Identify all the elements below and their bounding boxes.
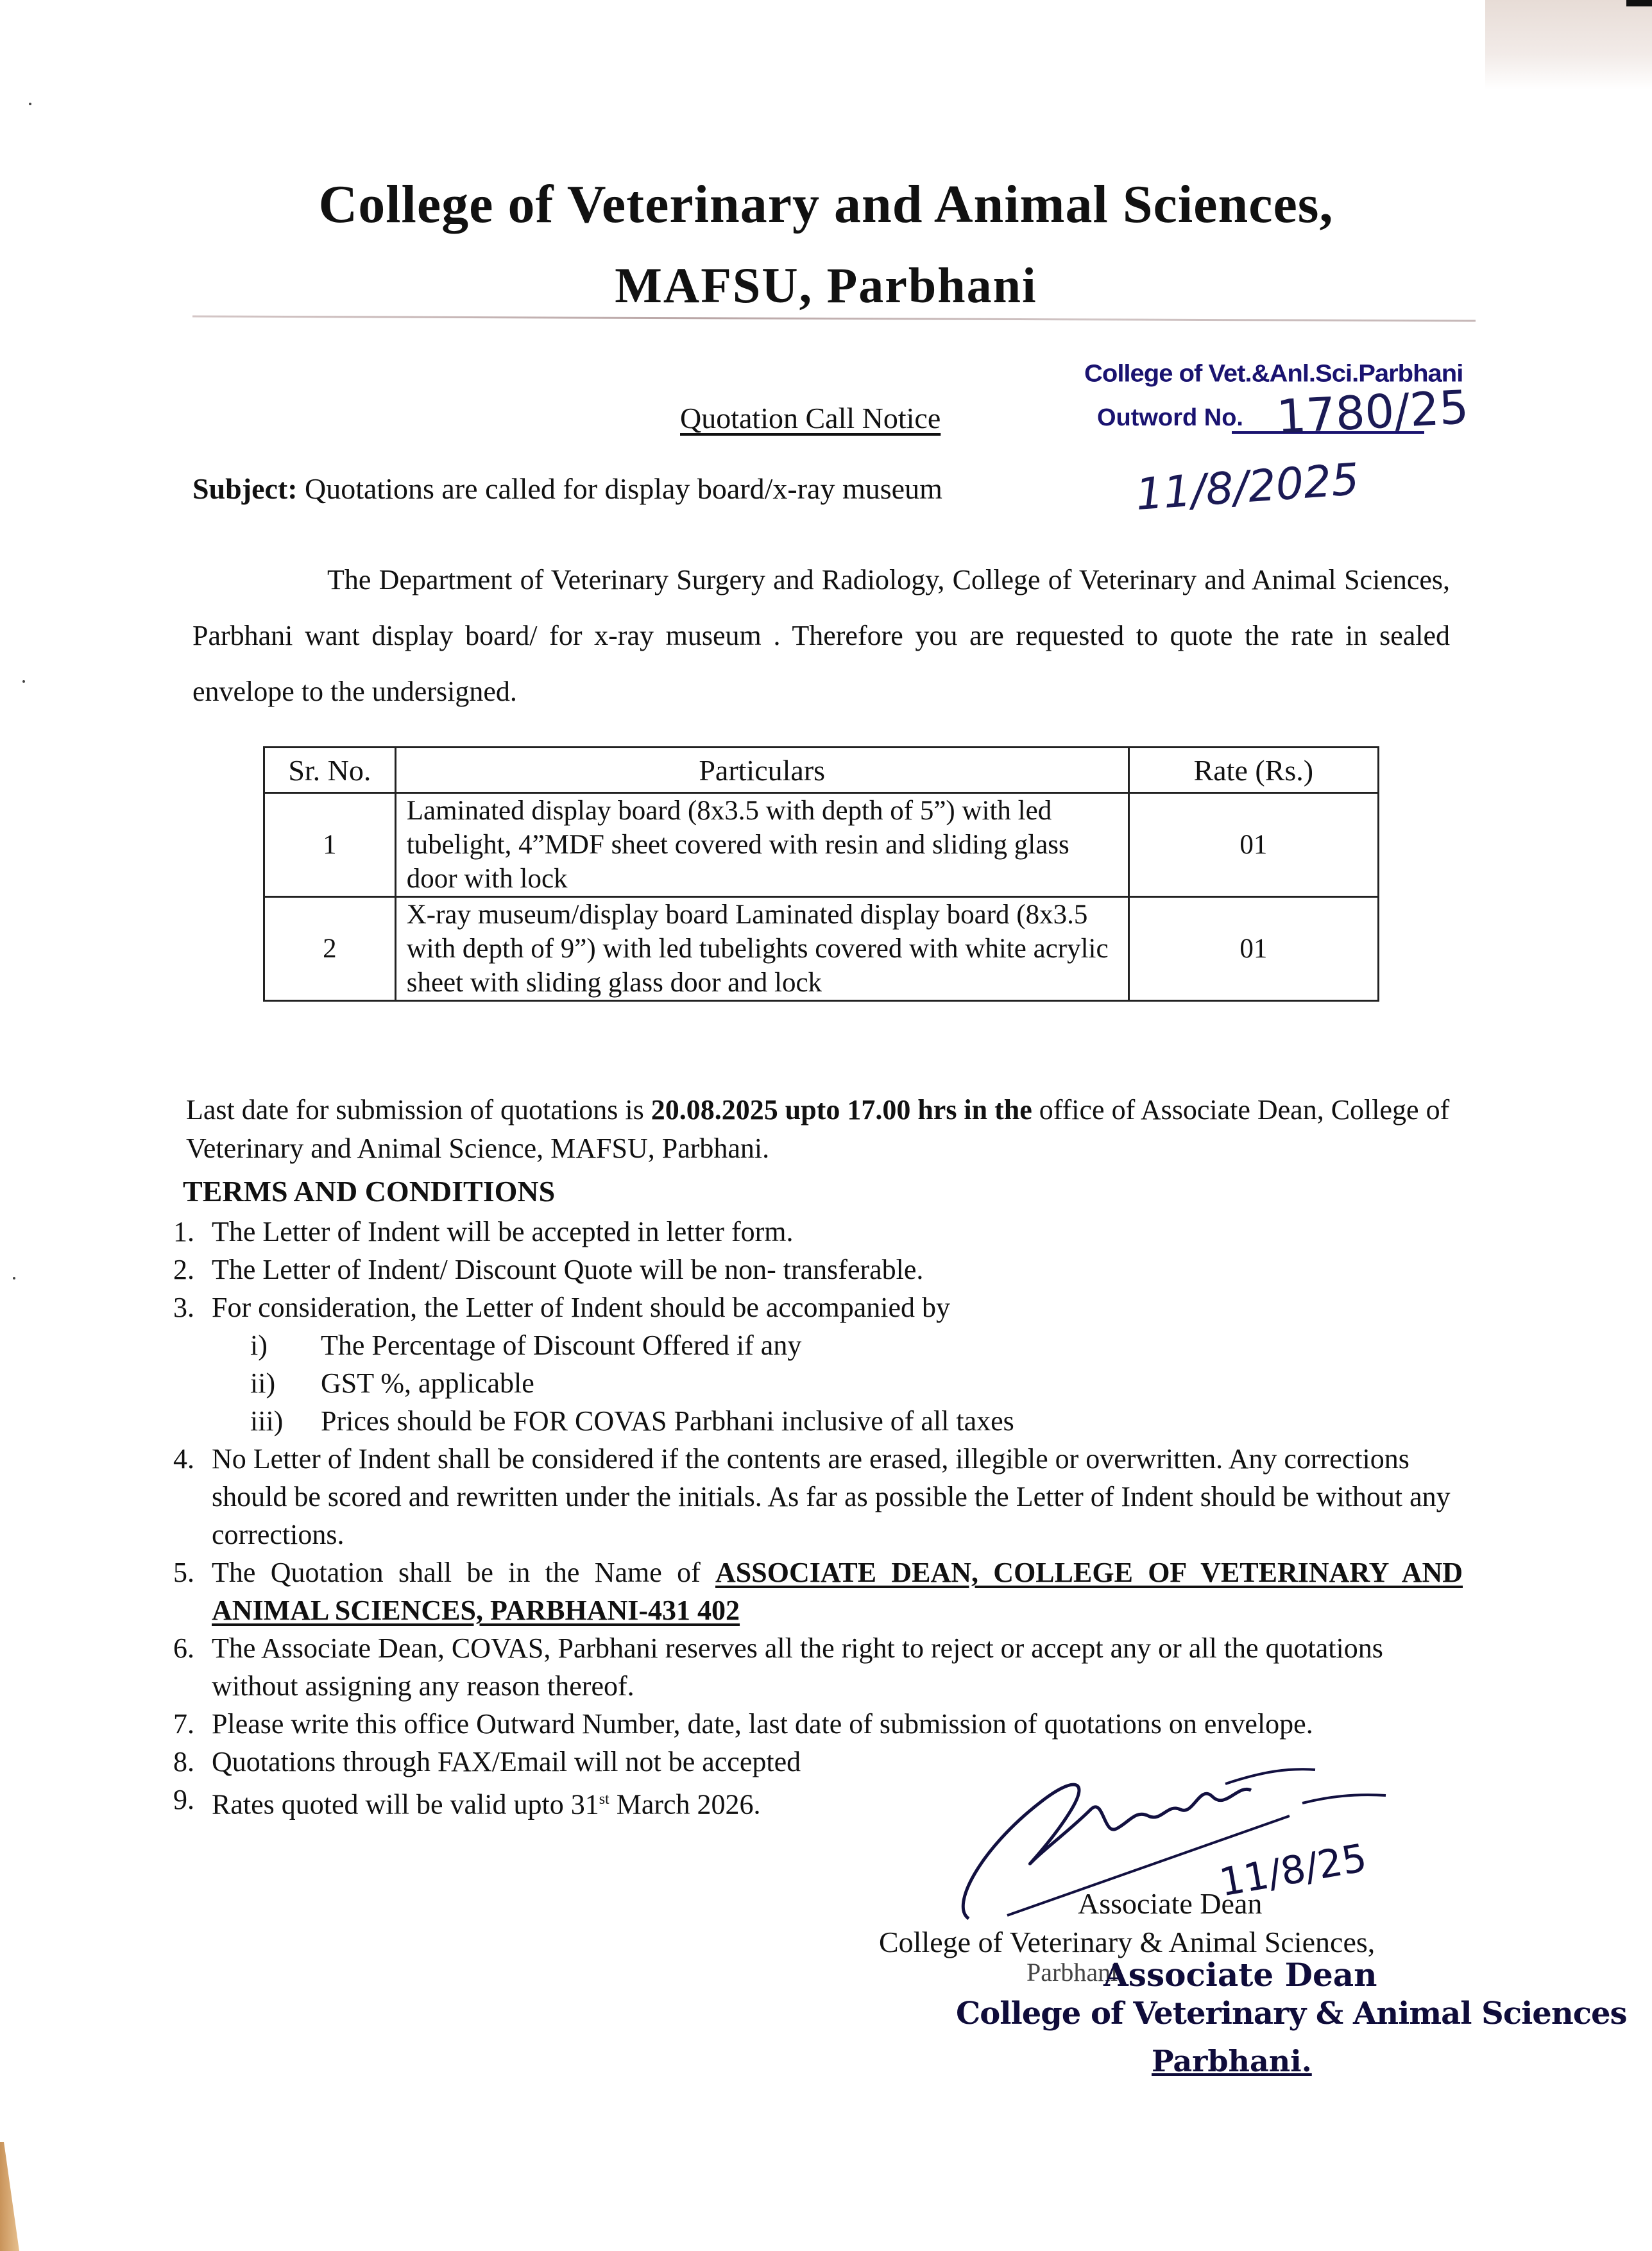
- subject-label: Subject:: [192, 472, 298, 505]
- term-item: [173, 1553, 1463, 1629]
- terms-heading: TERMS AND CONDITIONS: [183, 1175, 556, 1208]
- submission-deadline: [186, 1091, 1456, 1168]
- term-text: Rates quoted will be valid upto 31: [212, 1788, 599, 1820]
- signer-institution: College of Veterinary & Animal Sciences,: [879, 1926, 1375, 1958]
- sub-term-number: ii): [250, 1367, 276, 1399]
- stamp-college-name: College of Vet.&Anl.Sci.Parbhani: [1084, 360, 1463, 387]
- deadline-prefix: Last date for submission of quotations is: [186, 1094, 651, 1126]
- institution-name: College of Veterinary and Animal Sciences,: [318, 175, 1334, 234]
- addressee-name: ASSOCIATE DEAN, COLLEGE OF VETERINARY AND ANIMAL SCIENCES, PARBHANI-431 402: [212, 1557, 1463, 1626]
- scan-edge-artifact: [0, 2142, 19, 2251]
- ordinal-suffix: st: [599, 1791, 609, 1808]
- term-text: Please write this office Outward Number, date, last date of submission of quotations on envelope.: [212, 1708, 1313, 1740]
- scan-corner-mark: [1626, 0, 1652, 6]
- deadline-suffix: office of Associate Dean, College of Veterinary and Animal Science, MAFSU, Parbhani.: [186, 1094, 1450, 1164]
- term-text: The Quotation shall be in the Name of: [212, 1557, 716, 1588]
- sub-term-item: [173, 1326, 1463, 1364]
- sub-term-number: i): [250, 1330, 268, 1361]
- table-header-row: [264, 748, 1379, 793]
- outward-number: 1780/25: [1275, 380, 1470, 444]
- scan-speck: [22, 680, 25, 683]
- signature-date: 11/8/25: [1216, 1835, 1370, 1906]
- col-header-rate: Rate (Rs.): [1128, 748, 1378, 793]
- sub-term-number: iii): [250, 1405, 284, 1437]
- cell-sr: 2: [264, 897, 396, 1001]
- table-row: [264, 793, 1379, 897]
- notice-title: Quotation Call Notice: [680, 402, 941, 434]
- items-table: [263, 746, 1379, 1002]
- terms-list: [173, 1213, 1463, 1824]
- sub-term-text: The Percentage of Discount Offered if any: [321, 1330, 802, 1361]
- seal-institution: College of Veterinary & Animal Sciences: [956, 1996, 1627, 2032]
- signer-city: Parbhani: [1026, 1958, 1118, 1987]
- sub-term-text: GST %, applicable: [321, 1367, 534, 1399]
- cell-rate: 01: [1128, 793, 1378, 897]
- term-item: [173, 1705, 1463, 1743]
- term-number: 6.: [173, 1632, 194, 1664]
- seal-city: Parbhani.: [1152, 2044, 1312, 2078]
- term-number: 1.: [173, 1216, 194, 1247]
- term-item: [173, 1288, 1463, 1326]
- term-number: 4.: [173, 1443, 194, 1475]
- term-number: 9.: [173, 1784, 194, 1815]
- institution-location: MAFSU, Parbhani: [615, 257, 1037, 313]
- col-header-particulars: Particulars: [395, 748, 1128, 793]
- sub-term-item: [173, 1402, 1463, 1440]
- term-item: [173, 1440, 1463, 1553]
- stamp-outward-label: Outword No.: [1097, 404, 1243, 431]
- term-number: 2.: [173, 1254, 194, 1285]
- subject-line: [192, 472, 942, 506]
- term-item: [173, 1629, 1463, 1705]
- scan-speck: [13, 1277, 15, 1280]
- sub-term-text: Prices should be FOR COVAS Parbhani inclusive of all taxes: [321, 1405, 1014, 1437]
- cell-particulars: Laminated display board (8x3.5 with depth of 5”) with led tubelight, 4”MDF sheet covered with resin and sliding glass door with lock: [395, 793, 1128, 897]
- cell-rate: 01: [1128, 897, 1378, 1001]
- term-number: 7.: [173, 1708, 194, 1740]
- term-text: The Letter of Indent will be accepted in letter form.: [212, 1216, 794, 1247]
- scan-corner-shadow: [1485, 0, 1652, 90]
- subject-text: Quotations are called for display board/x-ray museum: [297, 472, 942, 505]
- term-number: 3.: [173, 1292, 194, 1323]
- deadline-date: 20.08.2025 upto 17.00 hrs in the: [651, 1094, 1032, 1126]
- term-text: No Letter of Indent shall be considered if the contents are erased, illegible or overwritten. Any corrections should be scored and rewritten under the initials. As far as possible the Letter of Indent should be without any corrections.: [212, 1443, 1451, 1550]
- notice-body: The Department of Veterinary Surgery and Radiology, College of Veterinary and Animal Sciences, Parbhani want display board/ for x-ray museum . Therefore you are requested to quote the rate in sealed envelope to the undersigned.: [192, 564, 1450, 707]
- table-row: [264, 897, 1379, 1001]
- cell-sr: 1: [264, 793, 396, 897]
- col-header-sr: Sr. No.: [264, 748, 396, 793]
- sub-term-item: [173, 1364, 1463, 1402]
- cell-particulars: X-ray museum/display board Laminated display board (8x3.5 with depth of 9”) with led tubelights covered with white acrylic sheet with sliding glass door and lock: [395, 897, 1128, 1001]
- signer-designation: Associate Dean: [1078, 1887, 1263, 1920]
- scan-speck: [29, 103, 31, 105]
- outward-date: 11/8/2025: [1134, 454, 1361, 521]
- term-item: [173, 1251, 1463, 1288]
- header-divider: [192, 316, 1476, 322]
- term-item: [173, 1213, 1463, 1251]
- term-text: March 2026.: [609, 1788, 761, 1820]
- term-text: The Associate Dean, COVAS, Parbhani reserves all the right to reject or accept any or all the quotations without assigning any reason thereof.: [212, 1632, 1383, 1702]
- term-text: Quotations through FAX/Email will not be accepted: [212, 1746, 801, 1777]
- term-number: 8.: [173, 1746, 194, 1777]
- term-text: For consideration, the Letter of Indent should be accompanied by: [212, 1292, 950, 1323]
- term-text: The Letter of Indent/ Discount Quote will be non- transferable.: [212, 1254, 924, 1285]
- term-number: 5.: [173, 1557, 194, 1588]
- seal-designation: Associate Dean: [1103, 1956, 1377, 1994]
